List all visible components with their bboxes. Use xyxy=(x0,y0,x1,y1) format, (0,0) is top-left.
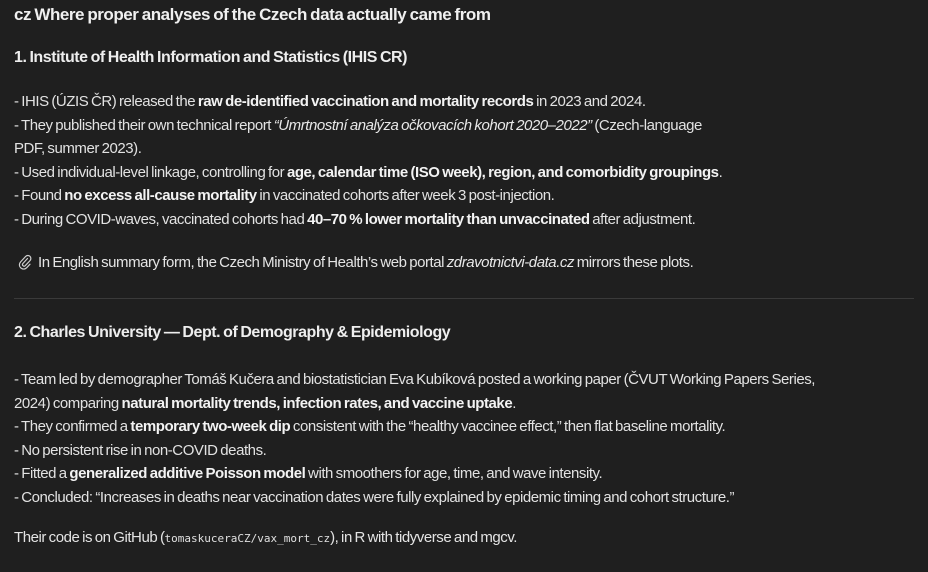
text-span: . xyxy=(512,394,516,412)
list-item xyxy=(14,462,924,486)
section-1-heading: 1. Institute of Health Information and Statistics (IHIS CR) xyxy=(14,49,408,66)
text-span: - During COVID-waves, vaccinated cohorts had xyxy=(14,210,308,228)
text-span: - Fitted a xyxy=(14,465,70,483)
list-item xyxy=(14,161,924,185)
list-item: - Concluded: “Increases in deaths near vaccination dates were fully explained by epidemic timing and cohort structure.” xyxy=(14,488,735,506)
text-span: . xyxy=(718,163,723,181)
section-divider xyxy=(14,298,914,299)
italic-span: “Úmrtnostní analýza očkovacích kohort 2020–2022” xyxy=(273,116,592,134)
text-span: Their code is on GitHub ( xyxy=(14,529,165,546)
bold-span: raw de-identified vaccination and mortality records xyxy=(197,93,534,110)
list-item xyxy=(14,208,924,232)
list-item: - No persistent rise in non-COVID deaths. xyxy=(14,441,267,459)
portal-link-text: zdravotnictvi-data.cz xyxy=(446,254,575,271)
github-note xyxy=(14,528,517,549)
text-span: - Found xyxy=(14,187,65,205)
list-item xyxy=(14,90,924,114)
list-item-continuation xyxy=(14,392,924,416)
bold-span: temporary two-week dip xyxy=(130,418,291,436)
bold-span: age, calendar time (ISO week), region, and comorbidity groupings xyxy=(286,163,719,181)
text-span: - Used individual-level linkage, controlling for xyxy=(14,163,287,181)
text-span: consistent with the “healthy vaccinee effect,” then flat baseline mortality. xyxy=(290,418,726,436)
text-span: in 2023 and 2024. xyxy=(533,93,646,110)
section-2-bullets xyxy=(14,368,924,510)
text-span: in vaccinated cohorts after week 3 post-injection. xyxy=(256,187,555,205)
text-span: ), in R with tidyverse and mgcv. xyxy=(330,529,517,546)
text-span: after adjustment. xyxy=(589,210,696,228)
flag-label: cz xyxy=(14,5,32,24)
title-text: Where proper analyses of the Czech data actually came from xyxy=(34,5,491,24)
bold-span: 40–70 % lower mortality than unvaccinated xyxy=(307,210,590,228)
list-item-continuation: PDF, summer 2023). xyxy=(14,140,142,158)
list-item: - Team led by demographer Tomáš Kučera and biostatistician Eva Kubíková posted a working paper (ČVUT Working Papers Series, xyxy=(14,371,815,388)
text-span: In English summary form, the Czech Ministry of Health’s web portal xyxy=(38,254,447,271)
text-span: (Czech-language xyxy=(591,116,702,134)
summary-note xyxy=(18,253,693,273)
text-span: - IHIS (ÚZIS ČR) released the xyxy=(14,93,198,110)
bold-span: generalized additive Poisson model xyxy=(69,465,306,483)
text-span: mirrors these plots. xyxy=(574,254,694,271)
bold-span: no excess all-cause mortality xyxy=(64,187,257,205)
text-span: with smoothers for age, time, and wave intensity. xyxy=(305,465,603,483)
paperclip-icon xyxy=(18,254,32,270)
list-item xyxy=(14,114,924,138)
section-1-bullets xyxy=(14,90,924,232)
text-span: - They published their own technical report xyxy=(14,116,274,134)
list-item xyxy=(14,184,924,208)
list-item xyxy=(14,415,924,439)
section-2-heading: 2. Charles University — Dept. of Demography & Epidemiology xyxy=(14,324,451,341)
bold-span: natural mortality trends, infection rates, and vaccine uptake xyxy=(121,394,513,412)
repo-code[interactable]: tomaskuceraCZ/vax_mort_cz xyxy=(164,532,331,545)
page-title xyxy=(14,5,491,25)
text-span: 2024) comparing xyxy=(14,394,122,412)
text-span: - They confirmed a xyxy=(14,418,131,436)
